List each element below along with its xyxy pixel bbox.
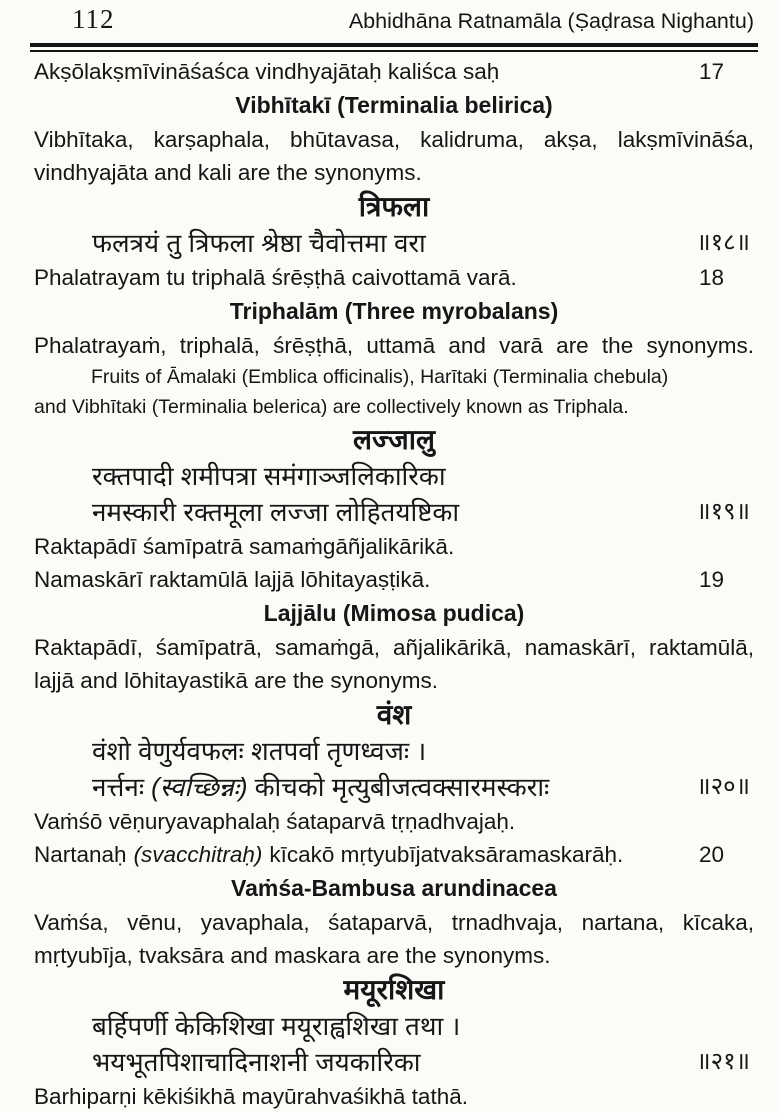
lajjalu-devanagari-verse-line2 [34,494,754,530]
lajjalu-synonyms-line1: Raktapādī, śamīpatrā, samaṁgā, añjalikārikā, namaskārī, raktamūlā, [34,635,754,660]
verse-17-transliteration: Akṣōlakṣmīvināśaśca vindhyajātaḥ kaliśca saḥ [34,59,500,84]
lajjalu-devanagari-verse-number: ॥१९॥ [696,498,750,525]
lajjalu-heading: Lajjālu (Mimosa pudica) [263,600,525,626]
vamsa-devanagari-verse-line2 [34,769,754,805]
header-rule [30,43,758,52]
vamsa-devanagari-verse-line1 [34,733,754,769]
triphala-note-line2: and Vibhītaki (Terminalia belerica) are collectively known as Triphala. [34,396,629,418]
vibhitaki-synonyms-line1: Vibhītaka, karṣaphala, bhūtavasa, kalidruma, akṣa, lakṣmīvināśa, [34,127,754,152]
vamsa-devanagari-verse2-italic: (स्वच्छिन्नः) [151,772,248,802]
vamsa-devanagari-verse2 [92,769,549,805]
verse-17-number: 17 [698,59,724,84]
page-header [34,4,754,42]
triphala-transliteration-row [34,261,754,294]
vibhitaki-heading: Vibhītakī (Terminalia belirica) [235,92,553,118]
lajjalu-devanagari-verse-line1 [34,458,754,494]
vamsa-verse-number: 20 [698,842,724,867]
triphala-devanagari-verse-number: ॥१८॥ [696,229,750,256]
triphala-devanagari-verse-row [34,225,754,261]
mayurasikha-devanagari-verse-number: ॥२१॥ [696,1048,750,1075]
triphala-verse-number: 18 [698,265,724,290]
lajjalu-devanagari-title: लज्जालु [352,424,435,455]
lajjalu-transliteration-line1 [34,530,754,563]
triphala-devanagari-title: त्रिफला [358,191,430,222]
vibhitaki-synonyms-line2: vindhyajāta and kali are the synonyms. [34,160,422,185]
triphala-devanagari-verse: फलत्रयं तु त्रिफला श्रेष्ठा चैवोत्तमा वरा [92,228,426,258]
triphala-heading: Triphalām (Three myrobalans) [229,298,559,324]
verse-17-transliteration-row [34,55,754,88]
vamsa-transliteration2 [34,838,623,871]
mayurasikha-devanagari-title: मयूरशिखा [343,974,445,1005]
vamsa-heading: Vaṁśa-Bambusa arundinacea [231,875,557,901]
mayurasikha-devanagari-verse2: भयभूतपिशाचादिनाशनी जयकारिका [92,1047,421,1077]
mayurasikha-transliteration1: Barhiparṇi kēkiśikhā mayūrahvaśikhā tathā. [34,1084,468,1109]
vamsa-synonyms-line1: Vaṁśa, vēnu, yavaphala, śataparvā, trnadhvaja, nartana, kīcaka, [34,910,754,935]
lajjalu-transliteration-line2 [34,563,754,596]
vamsa-transliteration2-italic: (svacchitraḥ) [133,842,263,867]
mayurasikha-devanagari-verse1: बर्हिपर्णी केकिशिखा मयूराह्वशिखा तथा । [92,1011,461,1041]
vamsa-synonyms-line2: mṛtyubīja, tvaksāra and maskara are the synonyms. [34,943,551,968]
vamsa-devanagari-title: वंश [376,699,412,730]
vamsa-transliteration2-pre: Nartanaḥ [34,842,127,867]
vamsa-transliteration2-post: kīcakō mṛtyubījatvaksāramaskarāḥ. [269,842,624,867]
vamsa-devanagari-verse-number: ॥२०॥ [696,773,750,800]
mayurasikha-devanagari-verse-line1 [34,1008,754,1044]
lajjalu-verse-number: 19 [698,567,724,592]
vamsa-devanagari-verse1: वंशो वेणुर्यवफलः शतपर्वा तृणध्वजः । [92,736,427,766]
vamsa-transliteration-line1 [34,805,754,838]
running-title: Abhidhāna Ratnamāla (Ṣaḍrasa Nighantu) [348,9,754,33]
lajjalu-transliteration2: Namaskārī raktamūlā lajjā lōhitayaṣṭikā. [34,567,431,592]
lajjalu-devanagari-verse1: रक्तपादी शमीपत्रा समंगाञ्जलिकारिका [92,461,446,491]
triphala-transliteration: Phalatrayam tu triphalā śrēṣṭhā caivottamā varā. [34,265,517,290]
triphala-synonyms: Phalatrayaṁ, triphalā, śrēṣṭhā, uttamā and varā are the synonyms. [34,333,754,358]
lajjalu-devanagari-verse2: नमस्कारी रक्तमूला लज्जा लोहितयष्टिका [92,497,460,527]
page-number: 112 [72,4,115,34]
lajjalu-synonyms-line2: lajjā and lōhitayastikā are the synonyms. [34,668,438,693]
mayurasikha-devanagari-verse-line2 [34,1044,754,1080]
lajjalu-transliteration1: Raktapādī śamīpatrā samaṁgāñjalikārikā. [34,534,455,559]
vamsa-devanagari-verse2-pre: नर्त्तनः [92,772,145,802]
vamsa-devanagari-verse2-post: कीचको मृत्युबीजत्वक्सारमस्कराः [254,772,550,802]
vamsa-transliteration1: Vaṁśō vēṇuryavaphalaḥ śataparvā tṛṇadhvajaḥ. [34,809,516,834]
triphala-note-line1: Fruits of Āmalaki (Emblica officinalis), Harītaki (Terminalia chebula) [91,366,669,388]
vamsa-transliteration-line2 [34,838,754,871]
mayurasikha-transliteration-line1 [34,1080,754,1113]
